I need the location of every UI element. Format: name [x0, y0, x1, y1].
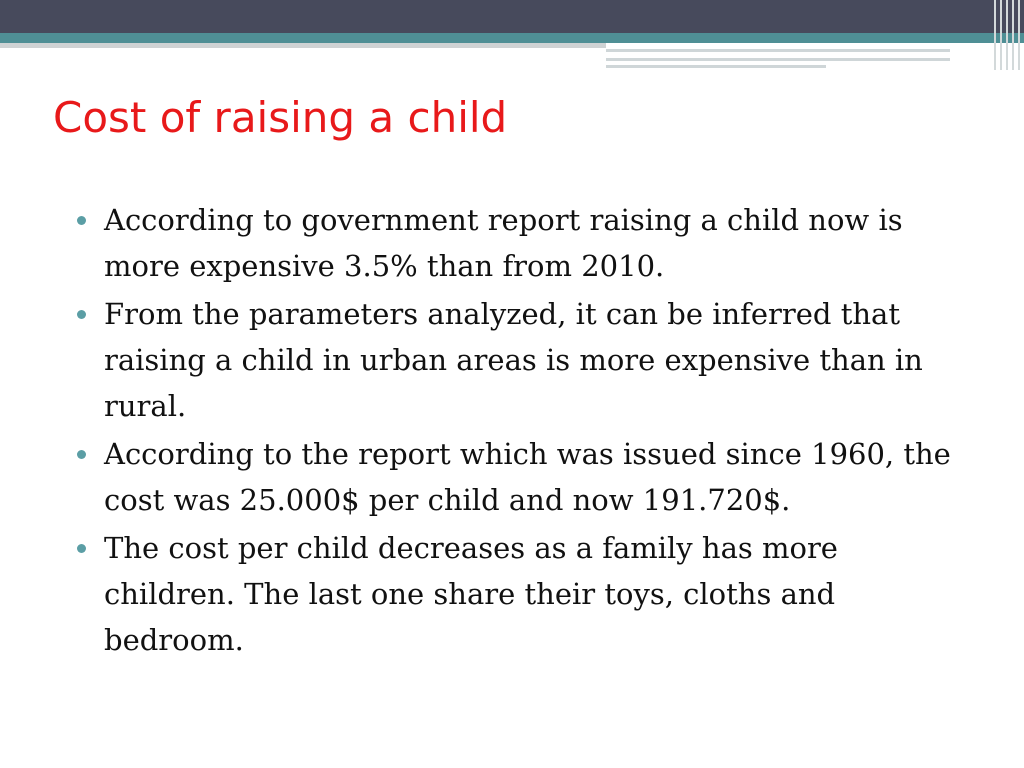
- header-vertical-line: [994, 0, 996, 70]
- bullet-text: From the parameters analyzed, it can be inferred that raising a child in urban areas is more expensive than in rural.: [104, 297, 923, 423]
- bullet-item: [76, 525, 956, 663]
- bullet-text: According to government report raising a child now is more expensive 3.5% than from 2010.: [104, 203, 903, 283]
- header-accent-line: [606, 65, 826, 68]
- bullet-text: The cost per child decreases as a family has more children. The last one share their toys, cloths and bedroom.: [104, 531, 838, 657]
- bullet-dot-icon: [77, 216, 86, 225]
- bullet-dot-icon: [77, 310, 86, 319]
- bullet-item: [76, 291, 956, 429]
- slide-title: Cost of raising a child: [53, 93, 508, 142]
- bullet-item: [76, 431, 956, 523]
- bullet-list: [76, 197, 956, 665]
- header-band-dark: [0, 0, 1024, 33]
- header-vertical-line: [1018, 0, 1020, 70]
- header-vertical-line: [1006, 0, 1008, 70]
- header-vertical-line: [1000, 0, 1002, 70]
- bullet-text: According to the report which was issued since 1960, the cost was 25.000$ per child and now 191.720$.: [104, 437, 951, 517]
- header-band-teal: [0, 33, 1024, 43]
- bullet-dot-icon: [77, 450, 86, 459]
- bullet-dot-icon: [77, 544, 86, 553]
- header-accent-line: [606, 58, 950, 61]
- bullet-item: [76, 197, 956, 289]
- header-vertical-line: [1012, 0, 1014, 70]
- header-accent-line: [606, 49, 950, 52]
